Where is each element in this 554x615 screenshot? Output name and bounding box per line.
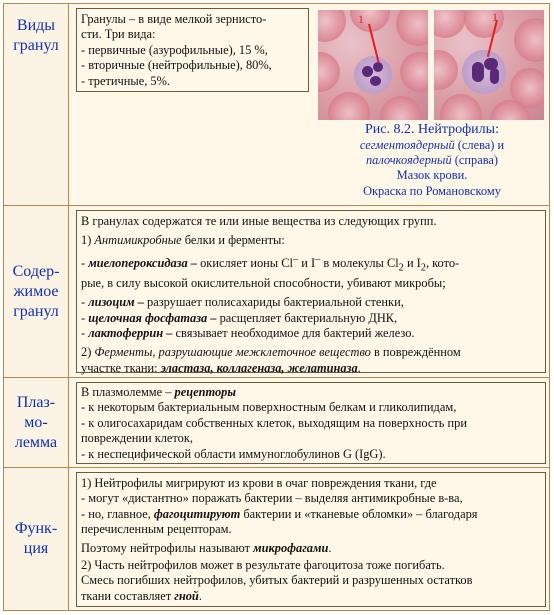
text-line: - вторичные (нейтрофильные), 80%, — [81, 58, 272, 73]
group-text: в повреждённом — [370, 345, 461, 360]
caption-stain-2: Окраска по Романовскому — [363, 183, 501, 198]
text: бактерии и «тканевые обломки» – благодаря — [240, 506, 478, 521]
plasmalemma-textbox — [76, 382, 546, 464]
text-line: - к некоторым бактериальным поверхностным белкам и гликолипидам, — [81, 400, 457, 415]
label-line: Содер- — [12, 262, 60, 280]
function-textbox — [76, 472, 546, 607]
enzyme-name: лактоферрин – — [88, 326, 173, 341]
row-content-plasmalemma — [70, 378, 549, 467]
granule-contents-textbox — [76, 210, 546, 373]
text-line: рые, в силу высокой окислительной способности, убивают микробы; — [81, 275, 446, 290]
figure-caption — [312, 122, 552, 199]
superscript: – — [315, 253, 321, 265]
enzyme-text: и I — [403, 255, 421, 270]
label-line: Плаз- — [16, 393, 56, 411]
enzyme-text: в молекулы Cl — [320, 255, 399, 270]
group-text: . — [357, 360, 361, 375]
subscript: 2 — [398, 262, 404, 274]
text-line: - лактоферрин – связывает необходимое для бактерий железо. — [81, 326, 415, 341]
neutrophil-table — [3, 3, 550, 611]
figure-band-word: палочкоядерный — [365, 153, 452, 168]
group-text: белки и ферменты: — [181, 233, 285, 248]
figure-title: Рис. 8.2. Нейтрофилы: — [365, 122, 499, 137]
text-line: - к олигосахаридам собственных клеток, выходящим на поверхность при — [81, 415, 467, 430]
text-line: 2) Часть нейтрофилов может в результате фагоцитоза тоже погибать. — [81, 558, 445, 573]
segmented-neutrophil-photo — [318, 10, 428, 120]
row-granule-contents — [4, 206, 549, 378]
subscript: 2 — [420, 262, 426, 274]
caption-text: (слева) и — [454, 138, 505, 152]
term: фагоцитируют — [153, 506, 241, 521]
text-line: - лизоцим – разрушает полисахариды бактериальной стенки, — [81, 295, 404, 310]
band-neutrophil-photo — [434, 10, 544, 120]
row-label-plasmalemma — [4, 378, 69, 467]
row-content-granule-contents — [70, 206, 549, 377]
text: Поэтому нейтрофилы называют — [81, 540, 254, 555]
row-function — [4, 468, 549, 610]
text: . — [328, 540, 332, 555]
pointer-label: 1 — [358, 12, 364, 26]
row-label-granule-types — [4, 4, 69, 205]
enzyme-text: расщепляет бактериальную ДНК, — [216, 310, 398, 325]
text-line: - могут «дистантно» поражать бактерии – выделяя антимикробные в-ва, — [81, 491, 463, 506]
row-label-granule-contents — [4, 206, 69, 377]
text-line — [81, 589, 541, 604]
text-line: - щелочная фосфатаза – расщепляет бактериальную ДНК, — [81, 310, 398, 325]
text-line: В гранулах содержатся те или иные вещества из следующих групп. — [81, 214, 437, 228]
row-granule-types — [4, 4, 549, 206]
superscript: – — [292, 253, 299, 265]
text-line: сти. Три вида: — [81, 27, 156, 42]
text-line — [81, 541, 541, 556]
label-line: гранул — [13, 302, 59, 320]
term: микрофагами — [253, 540, 329, 555]
text: - но, главное, — [81, 506, 154, 521]
group-title: Ферменты, разрушающие межклеточное вещество — [94, 345, 371, 360]
text-line: Смесь погибших нейтрофилов, убитых бактерий и разрушенных остатков — [81, 573, 473, 588]
group-number: 2) — [81, 345, 95, 360]
text-line: - к неспецифической области иммуноглобулинов G (IgG). — [81, 446, 386, 461]
text-line — [81, 233, 541, 248]
text-line — [81, 252, 541, 276]
enzyme-text: связывает необходимое для бактерий железо. — [172, 326, 415, 341]
enzyme-name: лизоцим – — [88, 295, 144, 310]
receptors-term: рецепторы — [174, 385, 236, 399]
text-line — [81, 507, 541, 522]
caption-text: (справа) — [451, 153, 499, 168]
text: . — [198, 588, 202, 603]
enzyme-name: эластаза, коллагеназа, желатиназа — [160, 360, 358, 375]
row-label-function — [4, 468, 69, 610]
text-line: перечисленным рецепторам. — [81, 522, 232, 537]
row-plasmalemma — [4, 378, 549, 468]
text: В плазмолемме – — [81, 385, 175, 399]
row-content-function — [70, 468, 549, 610]
text-line — [81, 345, 541, 360]
group-number: 1) — [81, 233, 95, 248]
pointer-label: 1 — [492, 10, 498, 24]
label-line: мо- — [24, 413, 48, 431]
text-line — [81, 361, 541, 376]
caption-stain-1: Мазок крови. — [396, 168, 468, 183]
figure-segmented-word: сегментоядерный — [359, 138, 455, 152]
enzyme-name: щелочная фосфатаза – — [88, 310, 217, 325]
text-line: - первичные (азурофильные), 15 %, — [81, 42, 268, 57]
enzyme-name: миелопероксидаза – — [88, 255, 198, 270]
row-content-granule-types — [70, 4, 549, 205]
enzyme-text: и I — [298, 255, 316, 270]
enzyme-text: разрушает полисахариды бактериальной стенки, — [143, 295, 404, 310]
text-line: - третичные, 5%. — [81, 73, 171, 88]
enzyme-text: , кото- — [425, 255, 460, 270]
label-line: Виды — [16, 17, 56, 34]
granule-types-textbox — [76, 8, 309, 92]
enzyme-text: окисляет ионы Cl — [197, 255, 293, 270]
group-text: участке ткани: — [81, 360, 161, 375]
text-line — [81, 385, 541, 400]
bullet: - — [81, 255, 89, 270]
text-line: Гранулы – в виде мелкой зернисто- — [81, 12, 267, 26]
text-line: 1) Нейтрофилы мигрируют из крови в очаг повреждения ткани, где — [81, 476, 437, 490]
label-line: лемма — [14, 433, 58, 451]
text-line: повреждении клеток, — [81, 431, 193, 446]
neutrophil-figure — [318, 10, 545, 120]
group-title: Антимикробные — [94, 233, 182, 248]
term: гной — [174, 588, 199, 603]
label-line: жимое — [13, 282, 59, 300]
label-line: ция — [23, 540, 49, 557]
label-line: гранул — [13, 37, 59, 54]
label-line: Функ- — [14, 520, 58, 537]
text: ткани составляет — [81, 588, 175, 603]
